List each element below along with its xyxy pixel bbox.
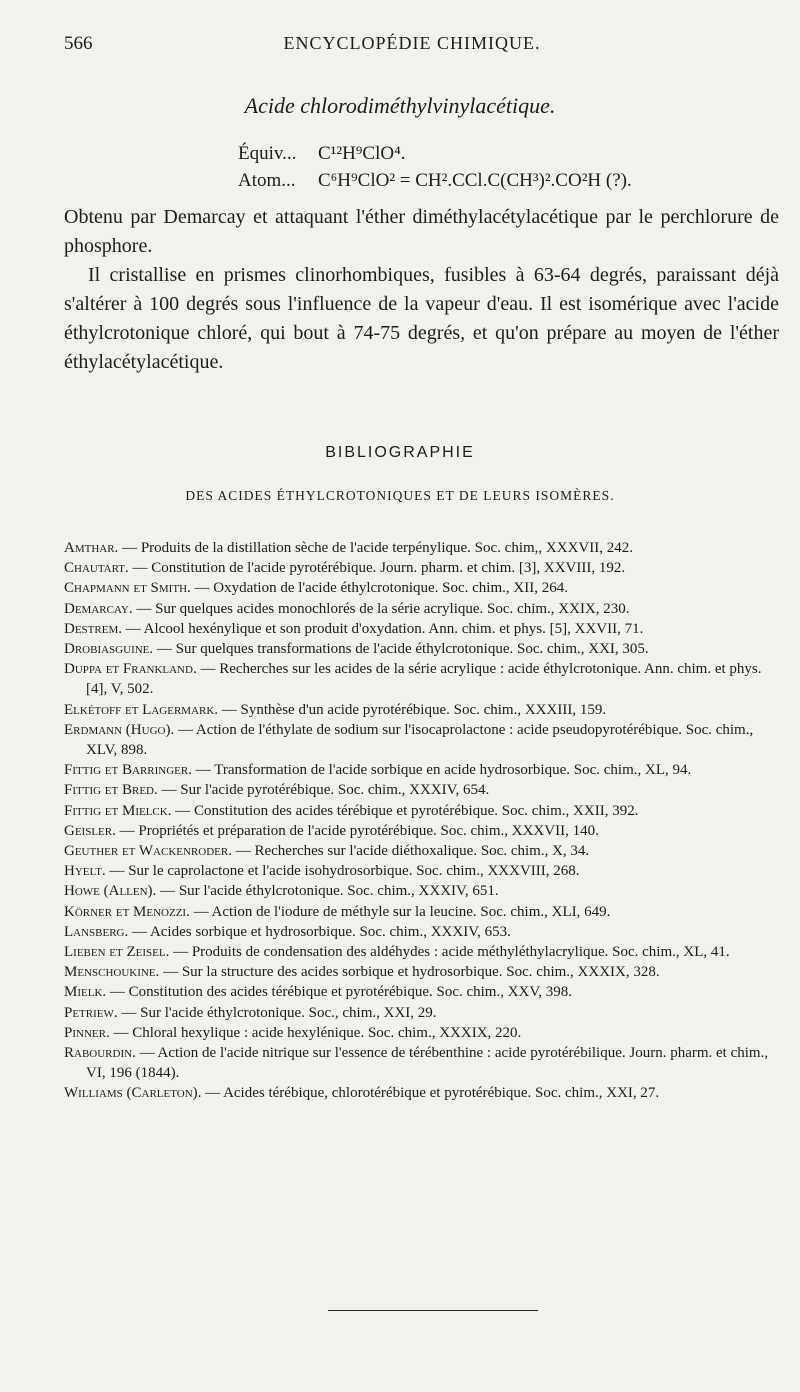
entry-author: Fittig et Bred. bbox=[64, 782, 158, 799]
entry-text: — Sur le caprolactone et l'acide isohydrosorbique. Soc. chim., XXXVIII, 268. bbox=[105, 863, 580, 880]
bibliography-entry bbox=[64, 578, 780, 598]
entry-author: Elkétoff et Lagermark. bbox=[64, 701, 219, 718]
bibliography-entry bbox=[64, 538, 780, 558]
formula-row bbox=[238, 140, 632, 167]
bibliography-heading: BIBLIOGRAPHIE bbox=[325, 444, 475, 461]
entry-text: — Produits de la distillation sèche de l'acide terpénylique. Soc. chim,, XXXVII, 242. bbox=[118, 540, 633, 556]
separator-rule bbox=[328, 1310, 538, 1311]
entry-author: Demarcay. bbox=[64, 600, 133, 617]
bibliography-entry bbox=[64, 801, 780, 821]
entry-text: — Action de l'éthylate de sodium sur l'isocaprolactone : acide pseudopyrotérébique. Soc. chim., XLV, 898. bbox=[86, 721, 754, 759]
entry-text: — Sur quelques transformations de l'acide éthylcrotonique. Soc. chim., XXI, 305. bbox=[153, 641, 649, 658]
bibliography-entry bbox=[64, 861, 780, 881]
bibliography-entry bbox=[64, 780, 780, 800]
bibliography-entry bbox=[64, 881, 780, 901]
bibliography-entry bbox=[64, 599, 780, 619]
entry-author: Amthar. bbox=[64, 540, 119, 556]
entry-author: Fittig et Barringer. bbox=[64, 762, 192, 779]
formula-label: Équiv... bbox=[238, 143, 297, 164]
entry-author: Körner et Menozzi. bbox=[64, 903, 190, 920]
bibliography-entry bbox=[64, 1083, 780, 1103]
bibliography-entry bbox=[64, 720, 780, 760]
entry-author: Destrem. bbox=[64, 620, 122, 637]
bibliography-entry bbox=[64, 1023, 780, 1043]
entry-text: — Acides sorbique et hydrosorbique. Soc. chim., XXXIV, 653. bbox=[128, 923, 511, 940]
entry-text: — Transformation de l'acide sorbique en acide hydrosorbique. Soc. chim., XL, 94. bbox=[191, 762, 692, 779]
entry-author: Chapmann et Smith. bbox=[64, 580, 191, 597]
bibliography-subheading: DES ACIDES ÉTHYLCROTONIQUES ET DE LEURS ISOMÈRES. bbox=[185, 488, 615, 503]
paragraph: Il cristallise en prismes clinorhombiques, fusibles à 63-64 degrés, paraissant déjà s'altérer à 100 degrés sous l'influence de la vapeur d'eau. Il est isomérique avec l'acide éthylcrotonique chloré, qui bout à 74-75 degrés, et qu'on prépare au moyen de l'éther éthylacétylacétique. bbox=[64, 264, 779, 373]
entry-text: — Recherches sur l'acide diéthoxalique. Soc. chim., X, 34. bbox=[231, 843, 590, 860]
formula-value: C¹²H⁹ClO⁴. bbox=[318, 143, 406, 164]
entry-text: — Alcool hexénylique et son produit d'oxydation. Ann. chim. et phys. [5], XXVII, 71. bbox=[121, 620, 644, 637]
page-header bbox=[64, 33, 760, 57]
entry-author: Petriew. bbox=[64, 1004, 118, 1021]
entry-text: — Action de l'acide nitrique sur l'essence de térébenthine : acide pyrotérébilique. Journ. pharm. et chim., VI, 196 (1844). bbox=[86, 1045, 769, 1082]
entry-text: — Sur l'acide éthylcrotonique. Soc. chim., XXXIV, 651. bbox=[156, 883, 499, 900]
page-number: 566 bbox=[64, 33, 93, 54]
entry-text: — Sur quelques acides monochlorés de la série acrylique. Soc. chim., XXIX, 230. bbox=[132, 600, 630, 617]
bibliography-entry bbox=[64, 1003, 780, 1023]
entry-author: Lansberg. bbox=[64, 923, 129, 940]
entry-author: Duppa et Frankland. bbox=[64, 661, 197, 678]
entry-author: Mielk. bbox=[64, 984, 107, 1001]
bibliography-entry bbox=[64, 821, 780, 841]
entry-author: Fittig et Mielck. bbox=[64, 802, 172, 819]
entry-text: — Sur la structure des acides sorbique et hydrosorbique. Soc. chim., XXXIX, 328. bbox=[159, 964, 660, 981]
entry-text: — Synthèse d'un acide pyrotérébique. Soc. chim., XXXIII, 159. bbox=[218, 701, 607, 718]
entry-author: Geuther et Wackenroder. bbox=[64, 843, 232, 860]
formula-row bbox=[238, 167, 632, 194]
entry-author: Drobiasguine. bbox=[64, 641, 154, 658]
entry-author: Erdmann (Hugo). bbox=[64, 721, 175, 738]
running-head: ENCYCLOPÉDIE CHIMIQUE. bbox=[283, 33, 541, 53]
entry-author: Williams (Carleton). bbox=[64, 1085, 202, 1102]
bibliography-entry bbox=[64, 619, 780, 639]
entry-text: — Chloral hexylique : acide hexylénique. Soc. chim., XXXIX, 220. bbox=[109, 1024, 522, 1041]
entry-text: — Recherches sur les acides de la série acrylique : acide éthylcrotonique. Ann. chim. et phys. [4], V, 502. bbox=[86, 661, 762, 698]
formula-block bbox=[238, 140, 632, 194]
bibliography-list bbox=[64, 538, 780, 1104]
entry-author: Geisler. bbox=[64, 822, 116, 839]
bibliography-entry bbox=[64, 962, 780, 982]
entry-text: — Constitution des acides térébique et pyrotérébique. Soc. chim., XXII, 392. bbox=[171, 802, 639, 819]
bibliography-entry bbox=[64, 982, 780, 1002]
bibliography-entry bbox=[64, 942, 780, 962]
bibliography-entry bbox=[64, 700, 780, 720]
bibliography-entry bbox=[64, 902, 780, 922]
entry-text: — Sur l'acide pyrotérébique. Soc. chim., XXXIV, 654. bbox=[157, 782, 490, 799]
formula-label: Atom... bbox=[238, 170, 296, 191]
entry-author: Hyelt. bbox=[64, 863, 106, 880]
entry-text: — Produits de condensation des aldéhydes : acide méthyléthylacrylique. Soc. chim., XL, 41. bbox=[169, 944, 730, 961]
body-text bbox=[64, 203, 779, 377]
entry-text: — Constitution de l'acide pyrotérébique. Journ. pharm. et chim. [3], XXVIII, 192. bbox=[128, 560, 626, 577]
entry-text: — Sur l'acide éthylcrotonique. Soc., chim., XXI, 29. bbox=[117, 1004, 437, 1021]
entry-author: Menschoukine. bbox=[64, 964, 160, 981]
bibliography-entry bbox=[64, 922, 780, 942]
entry-text: — Propriétés et préparation de l'acide pyrotérébique. Soc. chim., XXXVII, 140. bbox=[115, 822, 599, 839]
bibliography-entry bbox=[64, 841, 780, 861]
entry-author: Howe (Allen). bbox=[64, 883, 157, 900]
entry-text: — Constitution des acides térébique et pyrotérébique. Soc. chim., XXV, 398. bbox=[106, 984, 573, 1001]
entry-text: — Oxydation de l'acide éthylcrotonique. Soc. chim., XII, 264. bbox=[190, 580, 568, 597]
entry-author: Lieben et Zeisel. bbox=[64, 944, 170, 961]
formula-value: C⁶H⁹ClO² = CH².CCl.C(CH³)².CO²H (?). bbox=[318, 170, 632, 191]
entry-author: Rabourdin. bbox=[64, 1045, 136, 1062]
entry-author: Pinner. bbox=[64, 1024, 110, 1041]
bibliography-entry bbox=[64, 659, 780, 699]
paragraph: Obtenu par Demarcay et attaquant l'éther diméthylacétylacétique par le perchlorure de phosphore. bbox=[64, 206, 779, 257]
bibliography-entry bbox=[64, 760, 780, 780]
bibliography-entry bbox=[64, 1043, 780, 1083]
entry-text: — Action de l'iodure de méthyle sur la leucine. Soc. chim., XLI, 649. bbox=[189, 903, 611, 920]
entry-text: — Acides térébique, chlorotérébique et pyrotérébique. Soc. chim., XXI, 27. bbox=[201, 1085, 660, 1102]
bibliography-entry bbox=[64, 558, 780, 578]
section-title: Acide chlorodiméthylvinylacétique. bbox=[244, 93, 556, 118]
bibliography-entry bbox=[64, 639, 780, 659]
entry-author: Chautart. bbox=[64, 560, 129, 577]
